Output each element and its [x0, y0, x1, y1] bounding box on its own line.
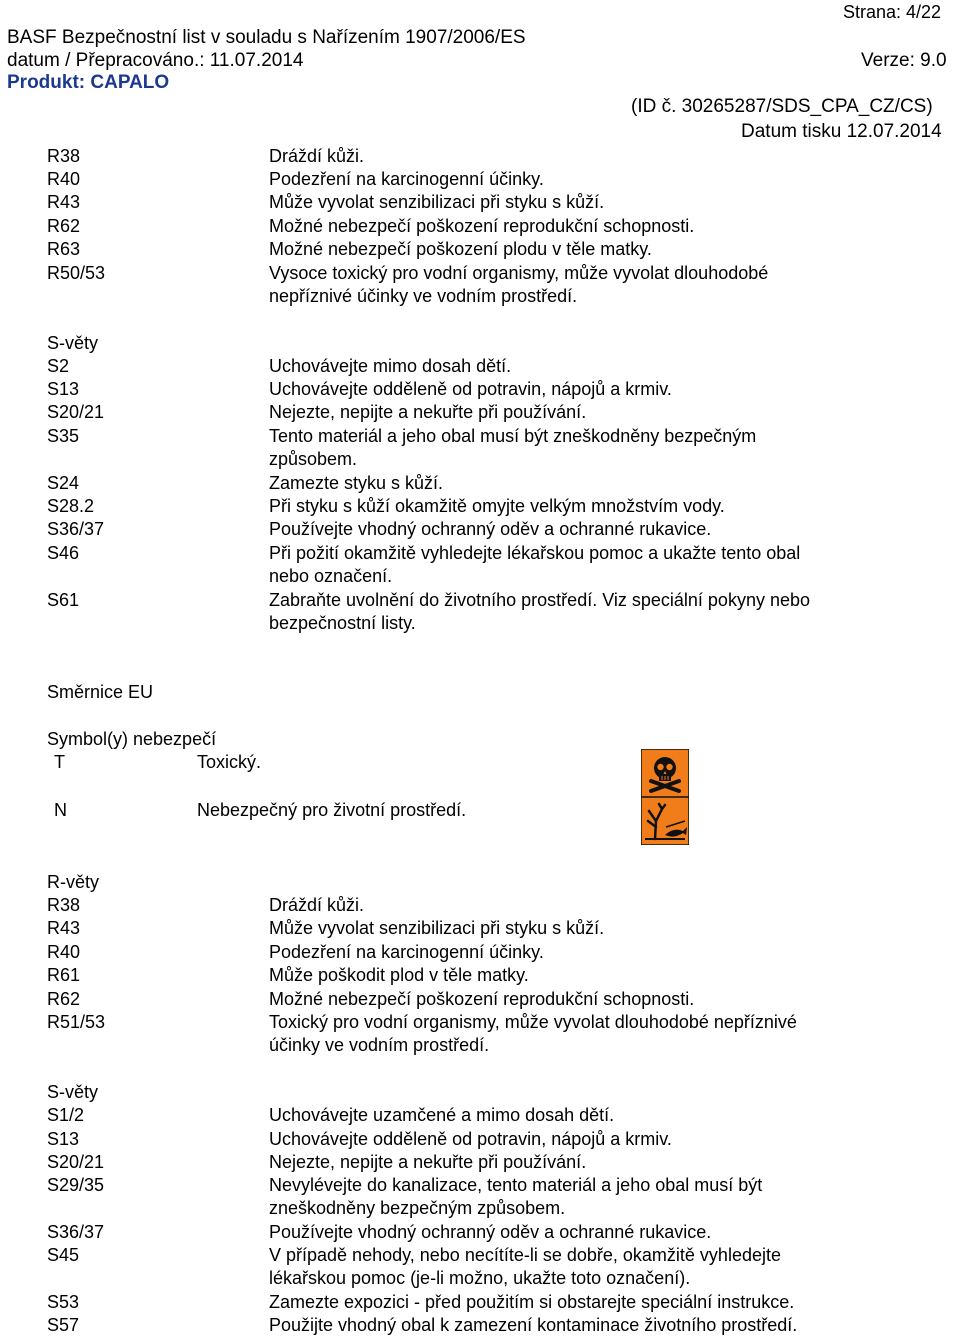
s-text: Zabraňte uvolnění do životního prostředí. Viz speciální pokyny nebo	[269, 590, 811, 610]
r-text: Může poškodit plod v těle matky.	[269, 965, 529, 985]
s-text: V případě nehody, nebo necítíte-li se dobře, okamžitě vyhledejte	[269, 1245, 781, 1265]
s-text: Zamezte styku s kůží.	[269, 473, 444, 493]
s-text: Uchovávejte odděleně od potravin, nápojů a krmiv.	[269, 379, 672, 399]
r-text-continued: nepříznivé účinky ve vodním prostředí.	[269, 286, 578, 306]
revision-date: datum / Přepracováno.: 11.07.2014	[7, 50, 304, 71]
s-text: Nevylévejte do kanalizace, tento materiál a jeho obal musí být	[269, 1175, 763, 1195]
s-code: S35	[47, 426, 80, 446]
eu-directive-heading: Směrnice EU	[47, 682, 154, 702]
s-code: S29/35	[47, 1175, 105, 1195]
print-date: Datum tisku 12.07.2014	[741, 121, 942, 142]
r-text: Vysoce toxický pro vodní organismy, může vyvolat dlouhodobé	[269, 263, 769, 283]
s-code: S20/21	[47, 1152, 105, 1172]
s-code: S1/2	[47, 1105, 85, 1125]
r-code: R62	[47, 216, 81, 236]
s-code: S13	[47, 1129, 80, 1149]
s-text: Nejezte, nepijte a nekuřte při používání.	[269, 402, 587, 422]
r-text: Možné nebezpečí poškození reprodukční schopnosti.	[269, 216, 695, 236]
r-text: Může vyvolat senzibilizaci při styku s kůží.	[269, 192, 605, 212]
s-text: Zamezte expozici - před použitím si obstarejte speciální instrukce.	[269, 1292, 795, 1312]
r-text: Možné nebezpečí poškození reprodukční schopnosti.	[269, 989, 695, 1009]
symbol-text: Toxický.	[197, 752, 262, 772]
s-code: S45	[47, 1245, 80, 1265]
symbol-code: N	[54, 800, 67, 820]
document-title: BASF Bezpečnostní list v souladu s Nařízením 1907/2006/ES	[7, 27, 526, 48]
s-text-continued: způsobem.	[269, 449, 358, 469]
s-text: Uchovávejte uzamčené a mimo dosah dětí.	[269, 1105, 615, 1125]
r-text-continued: účinky ve vodním prostředí.	[269, 1035, 490, 1055]
s-text: Uchovávejte odděleně od potravin, nápojů a krmiv.	[269, 1129, 672, 1149]
eu-r-phrases-heading: R-věty	[47, 872, 100, 892]
page-number: Strana: 4/22	[843, 2, 942, 22]
s-text-continued: zneškodněny bezpečným způsobem.	[269, 1198, 566, 1218]
s-code: S2	[47, 356, 70, 376]
s-text-continued: lékařskou pomoc (je-li možno, ukažte toto označení).	[269, 1268, 691, 1288]
s-code: S46	[47, 543, 80, 563]
s-code: S20/21	[47, 402, 105, 422]
r-text: Dráždí kůži.	[269, 895, 365, 915]
s-text: Uchovávejte mimo dosah dětí.	[269, 356, 512, 376]
r-code: R63	[47, 239, 81, 259]
document-id: (ID č. 30265287/SDS_CPA_CZ/CS)	[631, 96, 933, 117]
r-code: R38	[47, 146, 81, 166]
r-code: R40	[47, 169, 81, 189]
symbol-code: T	[54, 752, 65, 772]
s-code: S24	[47, 473, 80, 493]
dead-tree-fish-icon	[641, 797, 689, 845]
s-phrases-heading: S-věty	[47, 333, 99, 353]
s-code: S28.2	[47, 496, 95, 516]
s-code: S57	[47, 1315, 80, 1335]
r-code: R62	[47, 989, 81, 1009]
s-code: S61	[47, 590, 80, 610]
r-text: Dráždí kůži.	[269, 146, 365, 166]
s-text-continued: bezpečnostní listy.	[269, 613, 416, 633]
hazard-symbols-heading: Symbol(y) nebezpečí	[47, 729, 217, 749]
s-text: Použijte vhodný obal k zamezení kontaminace životního prostředí.	[269, 1315, 798, 1335]
s-text: Tento materiál a jeho obal musí být zneškodněny bezpečným	[269, 426, 757, 446]
s-text: Nejezte, nepijte a nekuřte při používání.	[269, 1152, 587, 1172]
version: Verze: 9.0	[861, 50, 947, 71]
r-code: R40	[47, 942, 81, 962]
r-code: R61	[47, 965, 81, 985]
r-text: Možné nebezpečí poškození plodu v těle matky.	[269, 239, 652, 259]
s-text: Při styku s kůží okamžitě omyjte velkým množstvím vody.	[269, 496, 725, 516]
s-text: Používejte vhodný ochranný oděv a ochranné rukavice.	[269, 1222, 712, 1242]
r-text: Podezření na karcinogenní účinky.	[269, 942, 544, 962]
r-text: Podezření na karcinogenní účinky.	[269, 169, 544, 189]
r-code: R50/53	[47, 263, 106, 283]
s-code: S36/37	[47, 519, 105, 539]
s-code: S13	[47, 379, 80, 399]
s-code: S53	[47, 1292, 80, 1312]
r-code: R43	[47, 192, 81, 212]
r-text: Toxický pro vodní organismy, může vyvolat dlouhodobé nepříznivé	[269, 1012, 797, 1032]
eu-s-phrases-heading: S-věty	[47, 1082, 99, 1102]
s-text-continued: nebo označení.	[269, 566, 393, 586]
product-name: Produkt: CAPALO	[7, 72, 170, 93]
r-code: R51/53	[47, 1012, 106, 1032]
r-code: R43	[47, 918, 81, 938]
s-text: Při požití okamžitě vyhledejte lékařskou pomoc a ukažte tento obal	[269, 543, 801, 563]
r-code: R38	[47, 895, 81, 915]
s-code: S36/37	[47, 1222, 105, 1242]
s-text: Používejte vhodný ochranný oděv a ochranné rukavice.	[269, 519, 712, 539]
symbol-text: Nebezpečný pro životní prostředí.	[197, 800, 467, 820]
r-text: Může vyvolat senzibilizaci při styku s kůží.	[269, 918, 605, 938]
skull-crossbones-icon	[641, 749, 689, 797]
